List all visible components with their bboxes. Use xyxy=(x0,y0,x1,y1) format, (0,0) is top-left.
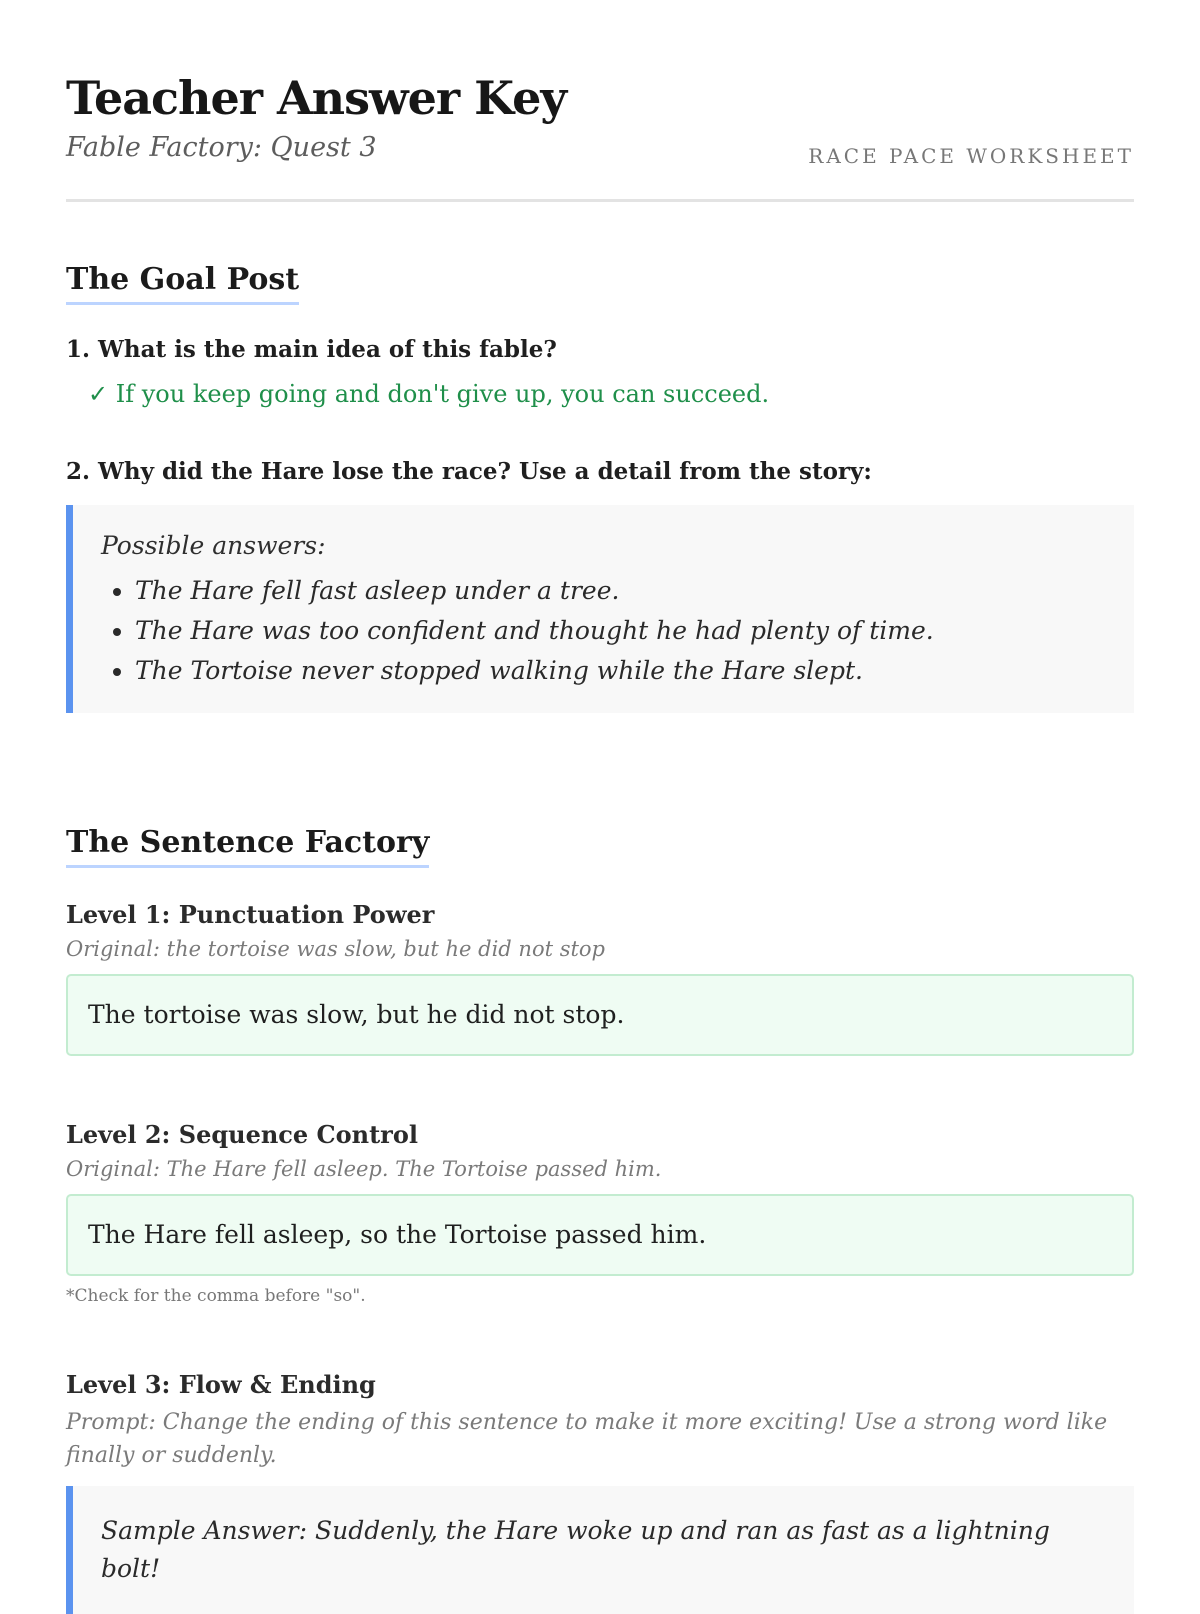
possible-answer-item: • The Tortoise never stopped walking while the Hare slept. xyxy=(135,651,1106,691)
level-3-block xyxy=(66,1368,1134,1614)
answer-1: ✓ If you keep going and don't give up, you can succeed. xyxy=(88,380,770,408)
worksheet-label: RACE PACE WORKSHEET xyxy=(808,144,1134,168)
possible-answers-box xyxy=(66,505,1134,713)
level-3-sample-answer: Sample Answer: Suddenly, the Hare woke up and ran as fast as a lightning bolt! xyxy=(66,1486,1134,1614)
level-2-note: *Check for the comma before "so". xyxy=(66,1286,366,1306)
page-title: Teacher Answer Key xyxy=(66,71,567,125)
question-2: 2. Why did the Hare lose the race? Use a detail from the story: xyxy=(66,458,872,485)
goal-post-section xyxy=(66,202,1134,713)
possible-answer-item: • The Hare was too confident and thought he had plenty of time. xyxy=(135,611,1106,651)
possible-answers-label: Possible answers: xyxy=(101,531,326,560)
level-1-answer-box: The tortoise was slow, but he did not stop. xyxy=(66,974,1134,1056)
level-2-title: Level 2: Sequence Control xyxy=(66,1120,418,1149)
answer-key-page xyxy=(66,0,1134,1614)
page-subtitle: Fable Factory: Quest 3 xyxy=(66,132,377,163)
sentence-factory-title: The Sentence Factory xyxy=(66,821,429,868)
goal-post-title: The Goal Post xyxy=(66,258,299,305)
level-3-title: Level 3: Flow & Ending xyxy=(66,1370,376,1399)
possible-answer-item: • The Hare fell fast asleep under a tree. xyxy=(135,571,1106,611)
level-3-prompt: Prompt: Change the ending of this sentence to make it more exciting! Use a strong word like finally or suddenly. xyxy=(66,1410,1108,1468)
page-header xyxy=(66,68,1134,202)
level-1-original: Original: the tortoise was slow, but he did not stop xyxy=(66,937,605,961)
level-2-answer-box: The Hare fell asleep, so the Tortoise passed him. xyxy=(66,1194,1134,1276)
level-2-block xyxy=(66,1118,1134,1308)
level-2-original: Original: The Hare fell asleep. The Tortoise passed him. xyxy=(66,1157,662,1181)
question-1: 1. What is the main idea of this fable? xyxy=(66,336,557,363)
level-1-title: Level 1: Punctuation Power xyxy=(66,900,435,929)
level-1-block xyxy=(66,898,1134,1056)
sentence-factory-section xyxy=(66,765,1134,1614)
possible-answers-list xyxy=(101,571,1106,691)
